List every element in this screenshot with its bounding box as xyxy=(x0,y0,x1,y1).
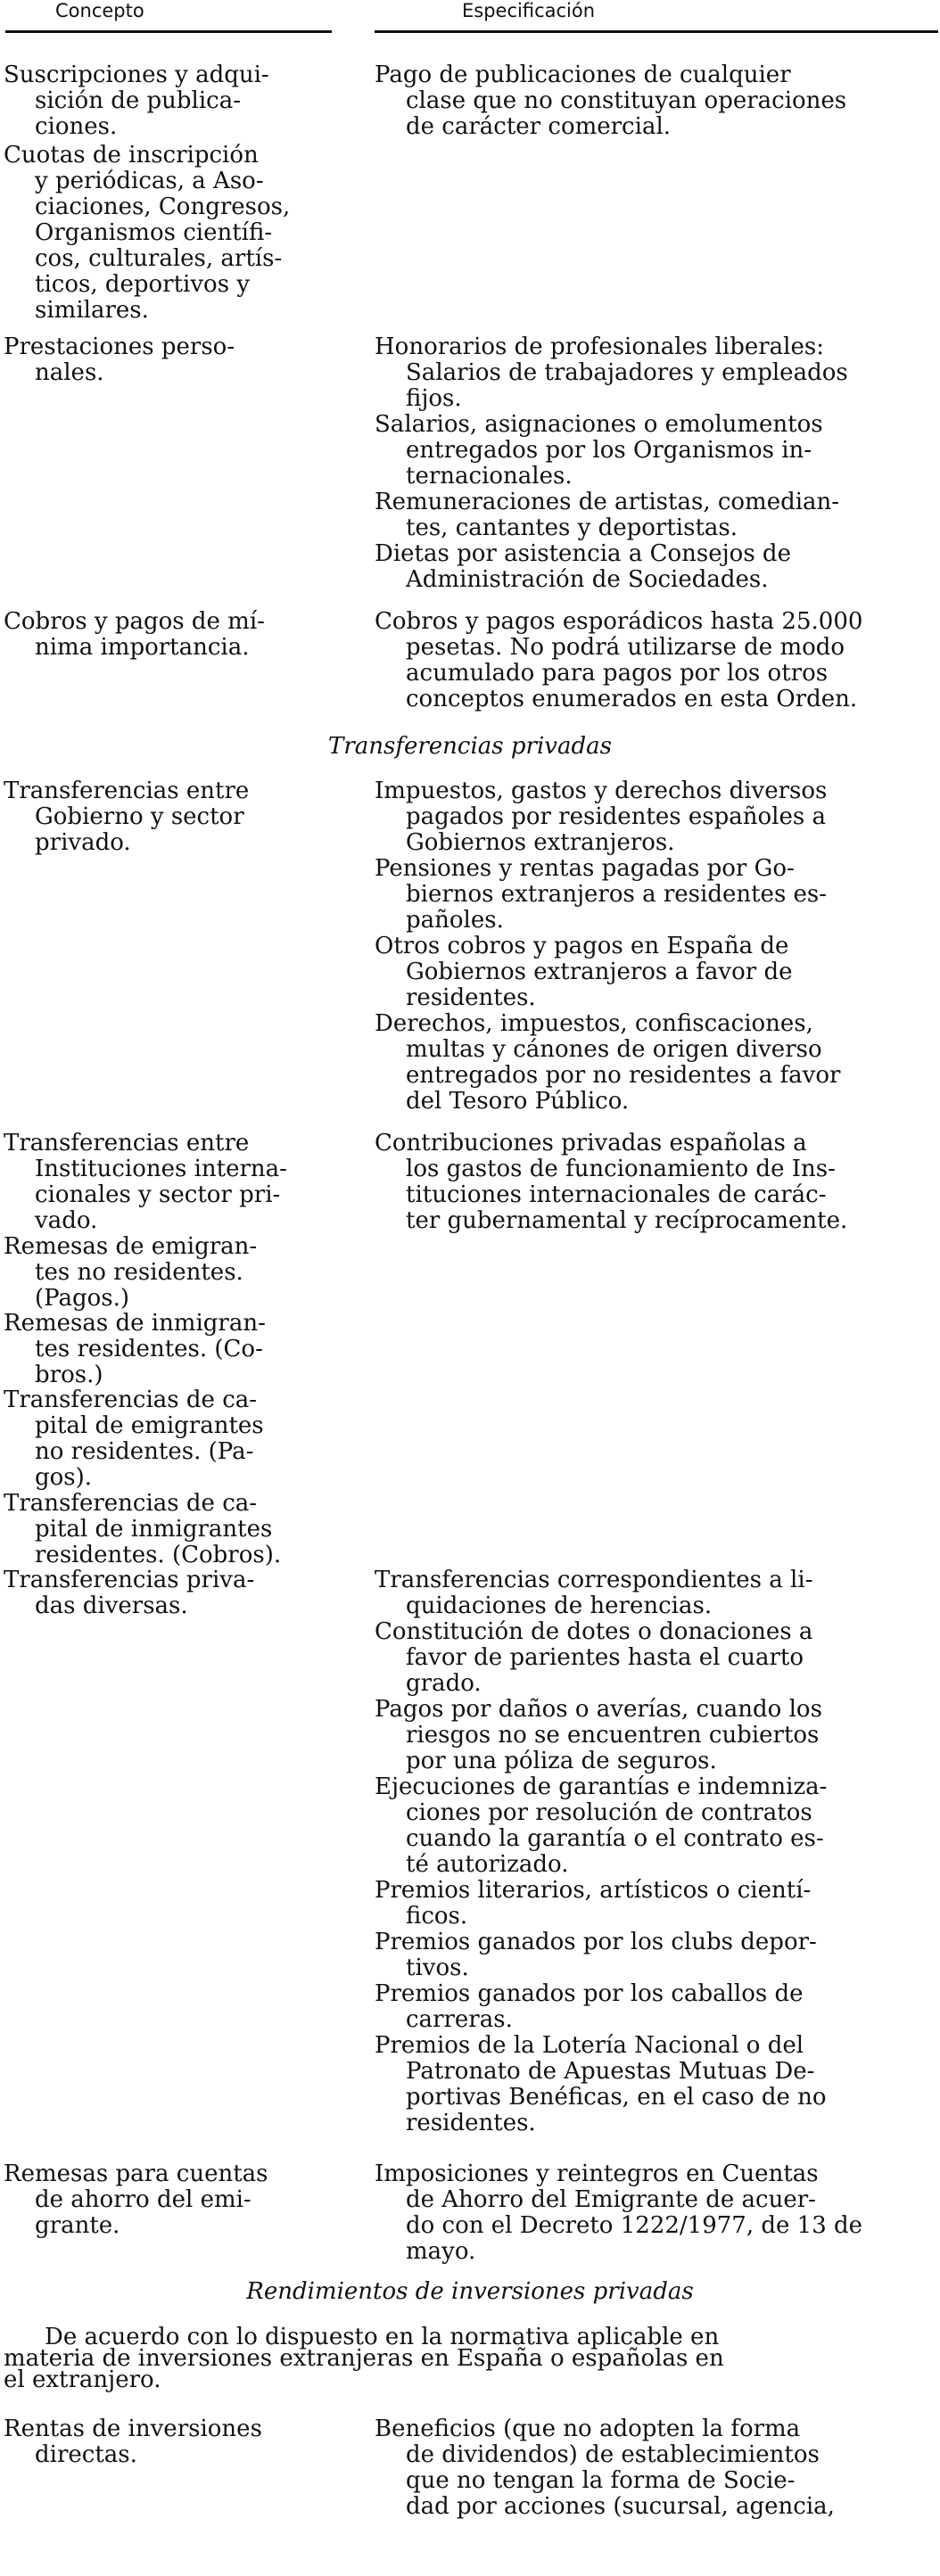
concept-cell: Remesas de inmigran- tes residentes. (Co- bros.) xyxy=(4,1310,266,1388)
specification-cell xyxy=(375,2416,936,2520)
specification-item: Derechos, impuestos, confiscaciones, multas y cánones de origen diverso entregados por no residentes a favor del Tesoro Público. xyxy=(375,1010,841,1115)
specification-item: Ejecuciones de garantías e indemniza- ciones por resolución de contratos cuando la garantía o el contrato es- té autorizado. xyxy=(375,1774,828,1878)
specification-cell xyxy=(375,2161,936,2265)
concept-cell: Cobros y pagos de mí- nima importancia. xyxy=(4,608,265,661)
specification-item: Pensiones y rentas pagadas por Go- biernos extranjeros a residentes es- pañoles. xyxy=(375,855,828,934)
specification-item: Dietas por asistencia a Consejos de Administración de Sociedades. xyxy=(375,540,791,593)
concept-cell: Remesas de emigran- tes no residentes. (Pagos.) xyxy=(4,1233,258,1312)
concept-cell: Cuotas de inscripción y periódicas, a Aso- ciaciones, Congresos, Organismos científi- cos, culturales, artís- ticos, deportivos y similares. xyxy=(4,142,291,324)
specification-item: Salarios, asignaciones o emolumentos entregados por los Organismos in- ternacionales. xyxy=(375,411,823,490)
concept-cell: Rentas de inversiones directas. xyxy=(4,2416,262,2468)
specification-cell xyxy=(375,1131,936,1234)
concept-cell: Transferencias entre Instituciones interna- cionales y sector pri- vado. xyxy=(4,1130,287,1234)
specification-item: Cobros y pagos esporádicos hasta 25.000 pesetas. No podrá utilizarse de modo acumulado para pagos por los otros conceptos enumerados en esta Orden. xyxy=(375,608,863,712)
header-rule-left xyxy=(5,30,332,33)
specification-item: Remuneraciones de artistas, comedian- tes, cantantes y deportistas. xyxy=(375,489,840,541)
specification-item: Premios ganados por los caballos de carreras. xyxy=(375,1980,804,2033)
concept-cell: Prestaciones perso- nales. xyxy=(4,333,235,386)
specification-item: Pagos por daños o averías, cuando los riesgos no se encuentren cubiertos por una póliza de seguros. xyxy=(375,1696,822,1774)
concept-cell: Transferencias de ca- pital de emigrantes no residentes. (Pa- gos). xyxy=(4,1387,264,1491)
specification-cell xyxy=(375,609,936,712)
concept-cell: Suscripciones y adqui- sición de publica- ciones. xyxy=(4,62,269,140)
specification-item: Impuestos, gastos y derechos diversos pagados por residentes españoles a Gobiernos extranjeros. xyxy=(375,778,828,856)
specification-item: Contribuciones privadas españolas a los gastos de funcionamiento de Ins- tituciones internacionales de carác- ter gubernamental y recíprocamente. xyxy=(375,1130,848,1234)
concept-cell: Transferencias entre Gobierno y sector privado. xyxy=(4,778,250,856)
specification-item: Otros cobros y pagos en España de Gobiernos extranjeros a favor de residentes. xyxy=(375,933,793,1011)
specification-cell xyxy=(375,62,936,140)
specification-item: Premios literarios, artísticos o cientí- ficos. xyxy=(375,1877,812,1930)
concept-cell: Remesas para cuentas de ahorro del emi- grante. xyxy=(4,2160,268,2239)
specification-item: Constitución de dotes o donaciones a favor de parientes hasta el cuarto grado. xyxy=(375,1618,813,1697)
specification-item: Transferencias correspondientes a li- quidaciones de herencias. xyxy=(375,1567,813,1619)
specification-item: Premios de la Lotería Nacional o del Patronato de Apuestas Mutuas De- portivas Benéficas, en el caso de no residentes. xyxy=(375,2032,827,2136)
section-heading-transferencias: Transferencias privadas xyxy=(328,733,612,760)
concept-cell: Transferencias de ca- pital de inmigrantes residentes. (Cobros). xyxy=(4,1490,282,1568)
specification-cell xyxy=(375,334,936,593)
specification-item: Beneficios (que no adopten la forma de dividendos) de establecimientos que no tengan la forma de Socie- dad por acciones (sucursal, agencia, xyxy=(375,2416,835,2520)
column-header-especificacion: Especificación xyxy=(462,0,596,21)
column-header-concepto: Concepto xyxy=(55,0,144,21)
specification-item: Imposiciones y reintegros en Cuentas de Ahorro del Emigrante de acuer- do con el Decreto 1222/1977, de 13 de mayo. xyxy=(375,2160,863,2265)
section-heading-rendimientos: Rendimientos de inversiones privadas xyxy=(246,2278,694,2305)
concept-cell: Transferencias priva- das diversas. xyxy=(4,1567,255,1619)
specification-item: Premios ganados por los clubs depor- tivos. xyxy=(375,1929,817,1981)
intro-paragraph: De acuerdo con lo dispuesto en la normativa aplicable en materia de inversiones extranjeras en España o españolas en el extranjero. xyxy=(4,2324,724,2393)
header-rule-right xyxy=(375,30,938,33)
specification-cell xyxy=(375,1568,936,2136)
specification-item: Pago de publicaciones de cualquier clase que no constituyan operaciones de carácter comercial. xyxy=(375,62,847,140)
specification-cell xyxy=(375,778,936,1115)
specification-item: Honorarios de profesionales liberales: Salarios de trabajadores y empleados fijos. xyxy=(375,333,848,412)
